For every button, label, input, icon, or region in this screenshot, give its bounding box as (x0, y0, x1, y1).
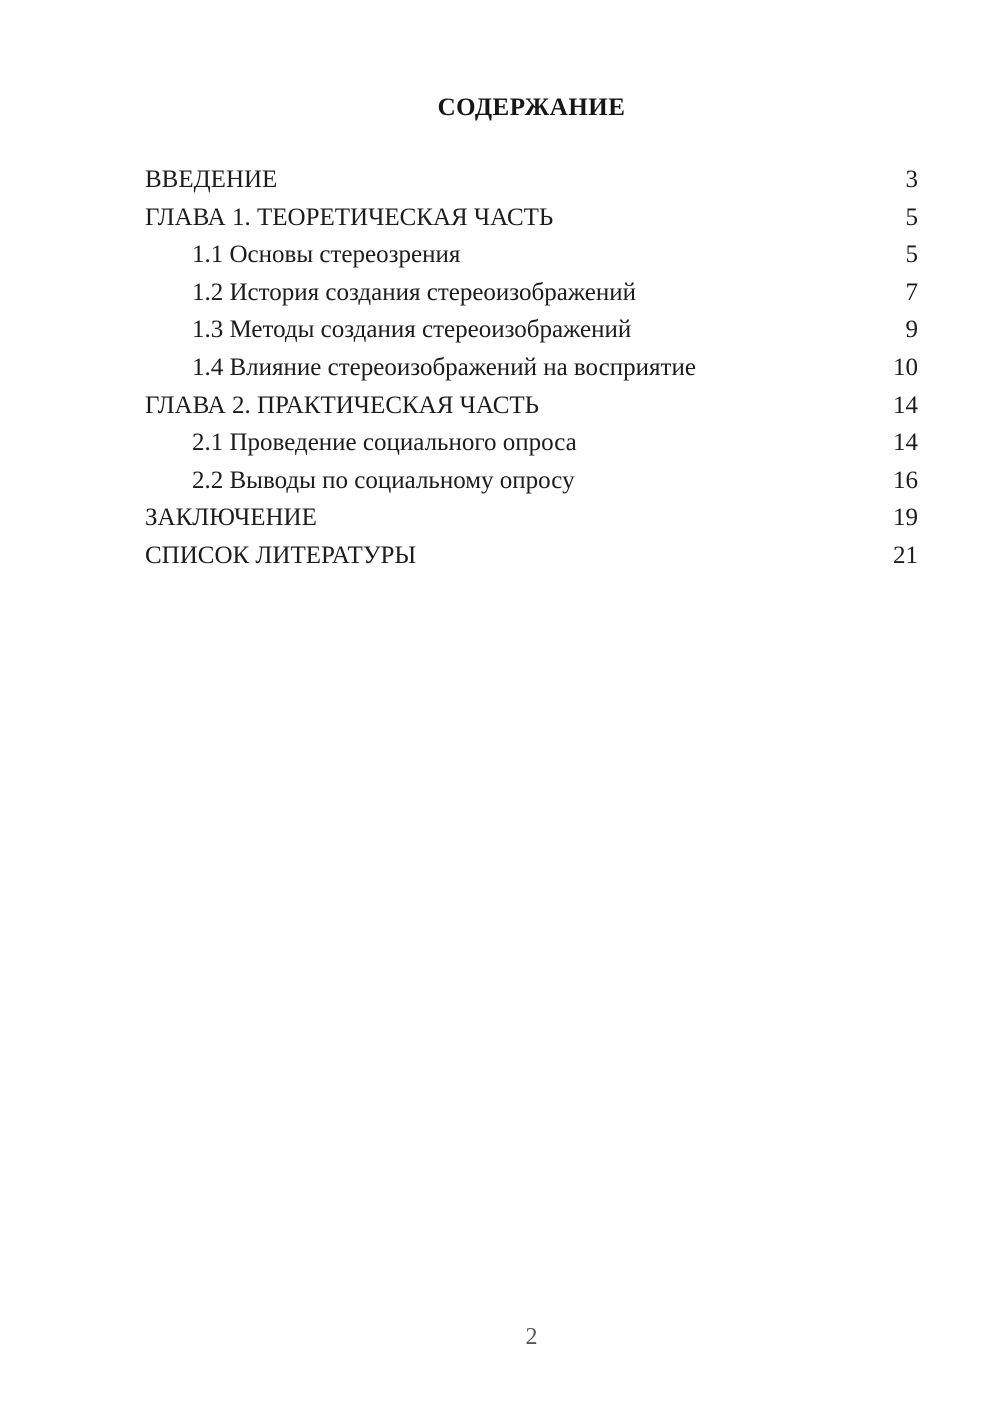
toc-entry-label: 1.3 Методы создания стереоизображений (192, 316, 632, 344)
toc-entry-label: ВВЕДЕНИЕ (145, 166, 278, 193)
toc-entry-label: ГЛАВА 1. ТЕОРЕТИЧЕСКАЯ ЧАСТЬ (145, 203, 554, 231)
toc-entry-label: 1.1 Основы стереозрения (192, 241, 461, 269)
toc-section (145, 0, 918, 575)
toc-entry-glava-2 (145, 387, 918, 425)
toc-entry-label: ЗАКЛЮЧЕНИЕ (145, 504, 317, 532)
toc-entry-page: 9 (905, 316, 918, 344)
table-of-contents (145, 161, 918, 575)
toc-entry-2-1 (145, 424, 918, 462)
toc-entry-label: СПИСОК ЛИТЕРАТУРЫ (145, 541, 417, 569)
toc-entry-glava-1 (145, 199, 918, 237)
toc-entry-2-2 (145, 462, 918, 500)
toc-entry-page: 7 (905, 278, 918, 306)
toc-entry-label: ГЛАВА 2. ПРАКТИЧЕСКАЯ ЧАСТЬ (145, 391, 540, 419)
footer-page-number: 2 (525, 1324, 538, 1350)
toc-entry-label: 2.1 Проведение социального опроса (192, 429, 577, 457)
toc-entry-page: 5 (905, 241, 918, 269)
toc-entry-label: 1.4 Влияние стереоизображений на восприятие (192, 353, 696, 381)
toc-entry-page: 14 (893, 391, 918, 419)
toc-entry-spisok-literatury (145, 537, 918, 575)
toc-entry-page: 5 (905, 203, 918, 231)
toc-entry-label: 2.2 Выводы по социальному опросу (192, 466, 575, 494)
page-title: СОДЕРЖАНИЕ (437, 94, 626, 121)
toc-entry-vvedenie (145, 161, 918, 199)
toc-entry-page: 3 (905, 166, 918, 193)
toc-entry-1-4 (145, 349, 918, 387)
toc-entry-page: 19 (893, 504, 918, 532)
toc-entry-page: 10 (893, 353, 918, 381)
toc-entry-1-2 (145, 274, 918, 312)
toc-entry-zaklyuchenie (145, 499, 918, 537)
toc-entry-label: 1.2 История создания стереоизображений (192, 278, 637, 306)
toc-entry-page: 16 (893, 466, 918, 494)
toc-entry-1-3 (145, 311, 918, 349)
toc-entry-page: 21 (893, 541, 918, 569)
toc-entry-page: 14 (893, 429, 918, 457)
toc-entry-1-1 (145, 236, 918, 274)
